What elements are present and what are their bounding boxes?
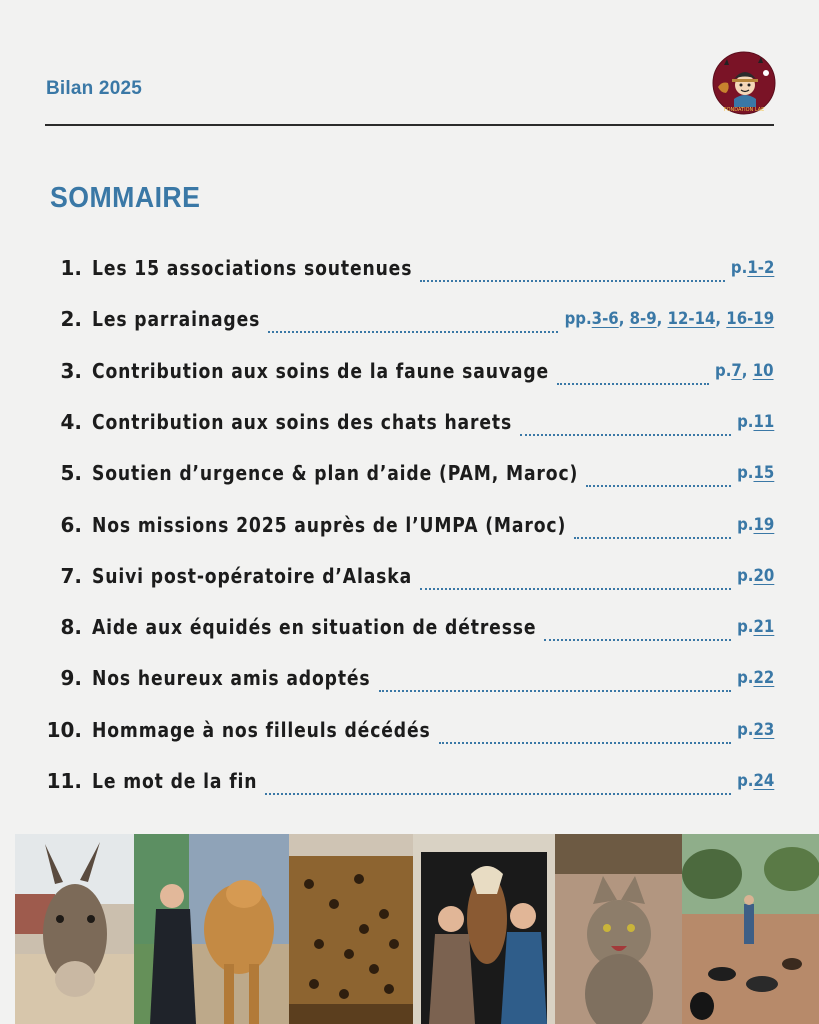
toc-page-reference [564, 309, 774, 329]
page-heading: SOMMAIRE [50, 182, 201, 214]
page-prefix: p. [736, 411, 754, 432]
page-link[interactable]: 16-19 [726, 309, 774, 330]
toc-leader-dots [379, 678, 731, 692]
page-prefix: p. [736, 463, 754, 484]
toc-entry[interactable] [0, 609, 819, 649]
page-link[interactable]: 12-14 [667, 309, 716, 330]
toc-entry-number: 5. [60, 461, 82, 486]
toc-page-reference [737, 515, 774, 535]
page-prefix: pp. [564, 309, 592, 330]
page-prefix: p. [736, 668, 754, 689]
toc-entry-label: Les 15 associations soutenues [92, 256, 413, 280]
toc-entry[interactable] [0, 712, 819, 752]
toc-entry[interactable] [0, 660, 819, 700]
page-link[interactable]: 24 [753, 771, 774, 791]
toc-entry-label: Nos heureux amis adoptés [92, 666, 371, 691]
toc-entry-label: Hommage à nos filleuls décédés [92, 717, 431, 742]
toc-leader-dots [574, 525, 731, 539]
toc-entry[interactable] [0, 404, 819, 444]
page-link[interactable]: 20 [753, 565, 774, 586]
page-prefix: p. [736, 771, 754, 791]
dogs-in-yard-photo [682, 834, 819, 1024]
toc-entry-number: 1. [60, 256, 82, 280]
toc-page-reference [731, 258, 774, 278]
toc-entry[interactable] [0, 250, 819, 290]
donkey-photo [15, 834, 134, 1024]
woman-with-camel-photo [134, 834, 289, 1024]
page-separator: , [618, 309, 630, 330]
toc-entry[interactable] [0, 455, 819, 495]
toc-entry[interactable] [0, 558, 819, 598]
photo-strip [15, 834, 819, 1024]
toc-page-reference [737, 463, 774, 483]
page-prefix: p. [715, 360, 732, 381]
cat-photo [555, 834, 682, 1024]
toc-entry[interactable] [0, 763, 819, 803]
page-link[interactable]: 7 [731, 360, 743, 381]
beehive-frame-photo [289, 834, 413, 1024]
page-link[interactable]: 23 [753, 719, 774, 740]
toc-leader-dots [268, 319, 558, 333]
toc-leader-dots [439, 730, 731, 744]
page-prefix: p. [736, 617, 754, 638]
toc-leader-dots [557, 371, 709, 385]
toc-leader-dots [520, 422, 731, 436]
toc-leader-dots [420, 576, 731, 590]
toc-entry-label: Les parrainages [92, 307, 261, 332]
page-link[interactable]: 8-9 [629, 309, 657, 330]
toc-entry-label: Nos missions 2025 auprès de l’UMPA (Maroc) [92, 512, 567, 537]
toc-leader-dots [544, 627, 730, 641]
toc-page-reference [737, 617, 774, 637]
page-prefix: p. [736, 565, 754, 586]
toc-entry-number: 9. [60, 666, 82, 691]
header-divider [45, 124, 774, 126]
toc-page-reference [715, 361, 774, 381]
toc-page-reference [737, 412, 774, 432]
page-link[interactable]: 3-6 [591, 309, 619, 330]
toc-entry-label: Contribution aux soins de la faune sauvage [92, 358, 550, 383]
toc-entry-number: 6. [60, 512, 82, 537]
page-separator: , [715, 309, 727, 330]
page-link[interactable]: 1-2 [746, 258, 774, 278]
toc-entry-number: 4. [60, 409, 82, 434]
page-link[interactable]: 10 [753, 360, 774, 381]
report-title: Bilan 2025 [46, 78, 142, 99]
foundation-logo [712, 51, 776, 115]
page-link[interactable]: 19 [753, 514, 774, 535]
page-prefix: p. [730, 258, 747, 278]
page-link[interactable]: 22 [753, 668, 774, 689]
page-link[interactable]: 11 [753, 411, 774, 432]
page-link[interactable]: 21 [753, 617, 774, 638]
toc-entry-label: Soutien d’urgence & plan d’aide (PAM, Maroc) [92, 461, 579, 486]
toc-entry-number: 10. [46, 717, 82, 742]
toc-entry-number: 3. [60, 358, 82, 383]
toc-entry-number: 11. [46, 769, 82, 793]
toc-entry-number: 2. [60, 307, 82, 332]
toc-page-reference [737, 668, 774, 688]
page-link[interactable]: 15 [753, 463, 774, 484]
toc-leader-dots [420, 268, 724, 282]
toc-entry-number: 8. [60, 615, 82, 640]
toc-leader-dots [265, 781, 730, 795]
toc-leader-dots [586, 473, 731, 487]
page-prefix: p. [736, 514, 754, 535]
page-prefix: p. [736, 719, 754, 740]
toc-entry[interactable] [0, 301, 819, 341]
toc-page-reference [737, 771, 774, 791]
toc-entry[interactable] [0, 353, 819, 393]
toc-page-reference [737, 720, 774, 740]
toc-entry-number: 7. [60, 563, 82, 588]
toc-page-reference [737, 566, 774, 586]
toc-entry-label: Suivi post-opératoire d’Alaska [92, 563, 413, 588]
toc-entry-label: Contribution aux soins des chats harets [92, 409, 513, 434]
toc-entry-label: Aide aux équidés en situation de détresse [92, 615, 537, 640]
toc-entry-label: Le mot de la fin [92, 769, 258, 793]
page-separator: , [656, 309, 668, 330]
svg-text:FONDATION LAE: FONDATION LAE [723, 107, 765, 113]
toc-entry[interactable] [0, 507, 819, 547]
page-separator: , [742, 360, 754, 381]
two-women-with-horse-photo [413, 834, 555, 1024]
